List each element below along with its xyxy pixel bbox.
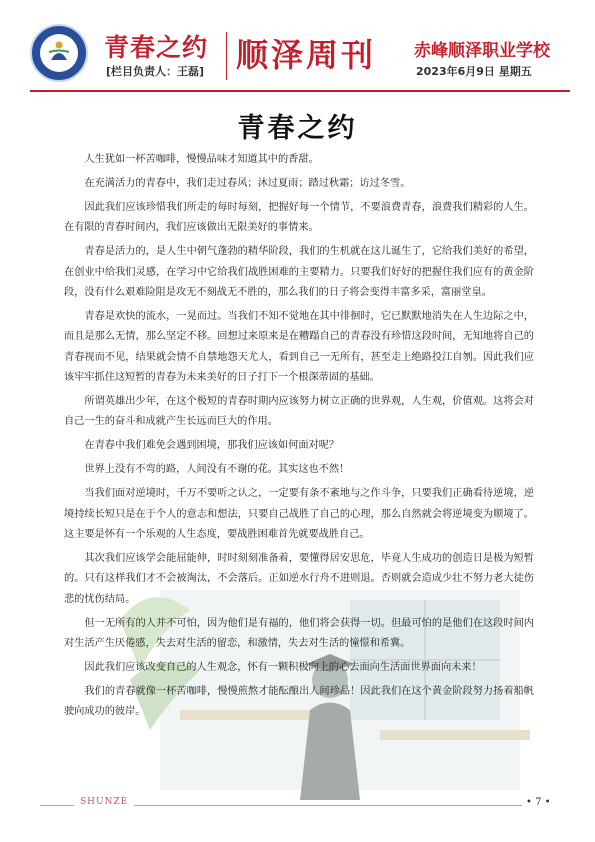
paragraph: 世界上没有不弯的路，人间没有不谢的花。其实这也不然！	[84, 464, 350, 476]
page-number: • 7 •	[522, 797, 555, 808]
article-body	[64, 150, 534, 726]
paragraph: 当我们面对逆境时，千万不要听之认之，一定要有条不紊地与之作斗争，只要我们正确看待逆境，逆境持续长短只是在于个人的意志和想法，只要自己战胜了自己的心理，那么自然就会将逆境变为顺境了。这主要是怀有一个乐观的人生态度，要战胜困难首先就要战胜自己。	[64, 488, 534, 540]
header-rule	[30, 90, 570, 92]
paragraph: 所谓英雄出少年，在这个极短的青春时期内应该努力树立正确的世界观，人生观，价值观。这将会对自己一生的奋斗和成就产生长远而巨大的作用。	[64, 395, 534, 428]
paragraph: 青春是欢快的流水，一晃而过。当我们不知不觉地在其中徘徊时，它已默默地消失在人生边际之中，而且是那么无情，那么坚定不移。回想过来原来是在糟蹋自己的青春没有珍惜这段时间，无知地将自己的青春视而不见，结果就会情不自禁地怨天尤人，看到自己一无所有，甚至走上绝路投江自刎。因此我们应该牢牢抓住这短暂的青春为未来美好的日子打下一个根深蒂固的基础。	[64, 310, 534, 384]
column-editor: [栏目负责人：王磊]	[106, 65, 205, 78]
paragraph: 因此我们应该改变自己的人生观念，怀有一颗积极向上的心去面向生活面世界面向未来！	[84, 661, 482, 673]
school-logo-icon	[30, 24, 88, 82]
paragraph: 在青春中我们难免会遇到困境，那我们应该如何面对呢？	[84, 440, 340, 452]
header-divider	[226, 32, 227, 80]
issue-date: 2023年6月9日 星期五	[416, 65, 532, 78]
paragraph: 青春是活力的，是人生中朝气蓬勃的精华阶段，我们的生机就在这儿诞生了，它给我们美好的希望，在创业中给我们灵感，在学习中它给我们战胜困难的主要精力。只要我们好好的把握住我们应有的黄金阶段，没有什么艰难险阻是攻无不刻战无不胜的，那么我们的日子将会变得丰富多采，富丽堂皇。	[64, 246, 534, 298]
masthead	[0, 18, 595, 88]
paragraph: 我们的青春就像一杯苦咖啡，慢慢煎熬才能酝酿出人间珍品！因此我们在这个黄金阶段努力扬着船帆驶向成功的彼岸。	[64, 685, 534, 718]
footer-label: SHUNZE	[74, 797, 134, 807]
paragraph: 人生犹如一杯苦咖啡，慢慢品味才知道其中的香甜。	[84, 154, 319, 165]
article-title: 青春之约	[237, 113, 358, 144]
column-title: 青春之约	[104, 33, 209, 62]
paragraph: 其次我们应该学会能屈能伸，时时刻刻准备着，要懂得居安思危，毕竟人生成功的创造日是极为短暂的。只有这样我们才不会被淘汰，不会落后。正如逆水行舟不进则退。否则就会造成少壮不努力老大徒伤悲的忧伤结局。	[64, 552, 534, 605]
school-name: 赤峰顺泽职业学校	[414, 41, 550, 61]
paragraph: 但一无所有的人并不可怕，因为他们是有福的，他们将会获得一切。但最可怕的是他们在这段时间内对生活产生厌倦感，失去对生活的留恋，和激情，失去对生活的憧憬和希冀。	[64, 617, 534, 649]
paragraph: 因此我们应该珍惜我们所走的每时每刻，把握好每一个情节，不要浪费青春，浪费我们精彩的人生。在有限的青春时间内，我们应该做出无限美好的事情来。	[64, 201, 534, 234]
paragraph: 在充满活力的青春中，我们走过春风；沐过夏雨；踏过秋霜；访过冬雪。	[84, 177, 411, 189]
publication-title: 顺泽周刊	[236, 36, 377, 74]
